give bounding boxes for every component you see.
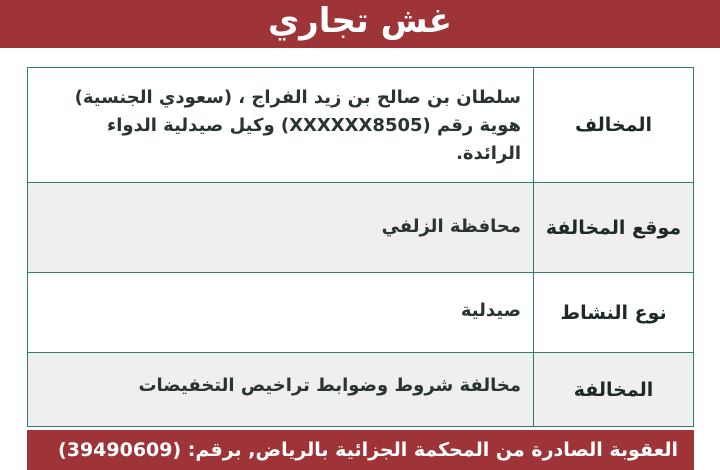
table-row	[28, 353, 694, 427]
title-banner	[0, 0, 720, 48]
page-title: غش تجاري	[268, 1, 452, 41]
row-label: موقع المخالفة	[534, 183, 694, 273]
row-label: المخالفة	[534, 353, 694, 427]
table-row	[28, 183, 694, 273]
row-label: المخالف	[534, 68, 694, 183]
row-value: مخالفة شروط وضوابط تراخيص التخفيضات	[28, 353, 534, 427]
violation-info-table	[27, 67, 694, 427]
row-value: محافظة الزلفي	[28, 183, 534, 273]
table-row	[28, 273, 694, 353]
penalty-banner	[27, 430, 694, 470]
table-row	[28, 68, 694, 183]
row-value: صيدلية	[28, 273, 534, 353]
row-label: نوع النشاط	[534, 273, 694, 353]
row-value: سلطان بن صالح بن زيد الفراج ، (سعودي الجنسية) هوية رقم (XXXXXX8505) وكيل صيدلية الدواء الرائدة.	[28, 68, 534, 183]
penalty-text: العقوبة الصادرة من المحكمة الجزائية بالرياض, برقم: (39490609)	[58, 439, 678, 461]
